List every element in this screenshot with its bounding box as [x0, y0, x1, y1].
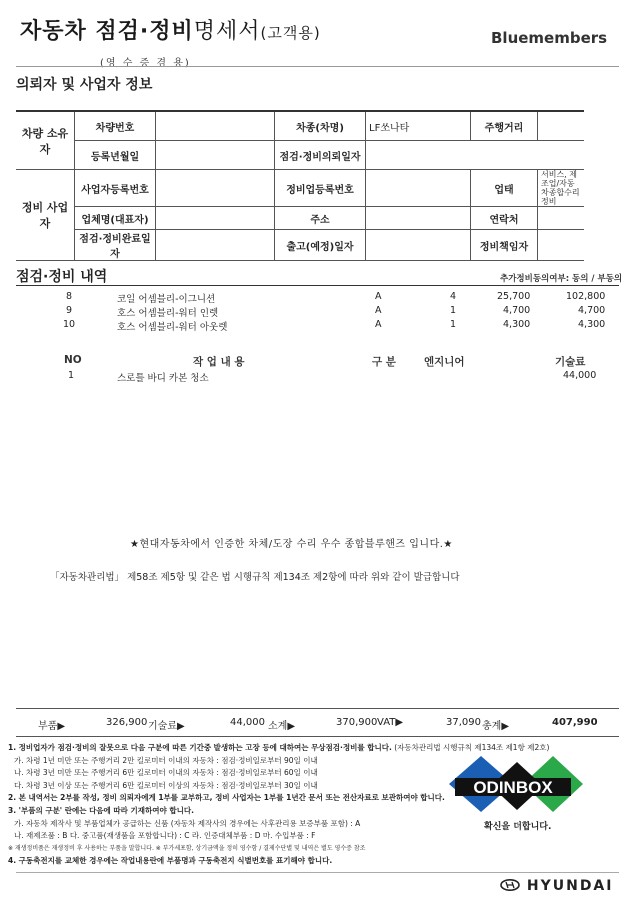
- stamp-name: ODINBOX: [473, 778, 553, 797]
- address-value: [366, 207, 471, 230]
- biz-type-label: 업태: [471, 170, 538, 207]
- grand-total: 407,990: [552, 717, 598, 728]
- stamp-slogan: 확신을 더합니다.: [484, 822, 552, 832]
- release-date-label: 출고(예정)일자: [275, 230, 366, 261]
- table-row: 8 코일 어셈블리-이그니션 A 4 25,700 102,800: [66, 291, 606, 305]
- contact-label: 연락처: [471, 207, 538, 230]
- work-divider: [16, 285, 619, 286]
- notes-divider: [16, 736, 619, 737]
- model-label: 차종(차명): [275, 111, 366, 141]
- maint-no-value: [366, 170, 471, 207]
- labor-header-row: NO 작 업 내 용 구 분 엔지니어 기술료: [64, 354, 586, 368]
- document-title: 자동차 점검·정비명세서(고객용): [20, 19, 321, 44]
- plate-value: [156, 111, 275, 141]
- footer-divider: [16, 872, 619, 873]
- totals-bar: 부품▶ 326,900 기술료▶ 44,000 소계▶ 370,900 VAT▶ 37,090 총계▶ 407,990: [38, 717, 598, 732]
- address-label: 주소: [275, 207, 366, 230]
- maint-no-label: 정비업등록번호: [275, 170, 366, 207]
- done-date-label: 점검·정비완료일자: [75, 230, 156, 261]
- manager-value: [538, 230, 585, 261]
- labor-total: 44,000: [230, 717, 265, 728]
- work-section-title: 점검·정비 내역: [16, 269, 108, 285]
- odinbox-stamp: [441, 756, 585, 832]
- hyundai-emblem-icon: [500, 879, 520, 891]
- model-value: LF쏘나타: [366, 111, 471, 141]
- table-row: 1 스로틀 바디 카본 청소 44,000: [68, 370, 597, 384]
- party-section-title: 의뢰자 및 사업자 정보: [16, 77, 153, 93]
- bluemembers-logo: Bluemembers: [491, 29, 608, 47]
- hyundai-logo: HYUNDAI: [500, 878, 613, 894]
- company-label: 업체명(대표자): [75, 207, 156, 230]
- odinbox-logo-icon: [441, 756, 585, 818]
- biz-no-value: [156, 170, 275, 207]
- footnotes: 1. 정비업자가 점검·정비의 잘못으로 다음 구분에 따른 기간중 발생하는 고장 등에 대하여는 무상점검·정비를 합니다. (자동차관리법 시행규칙 제134조 제1항 제2호) 가. 차령 1년 미만 또는 주행거리 2만 킬로미터 이내의 자동차 : 점검·정비일로부터 90일 이내 나. 차령 3년 미만 또는 주행거리 6만 킬로미터 이내의 자동차 : 점검·정비일로부터 60일 이내 다. 차령 3년 이상 또는 주행거리 6만 킬로미터 이상의 자동차 : 점검·정비일로부터 30일 이내 2. 본 내역서는 2부를 작성, 정비 의뢰자에게 1부를 교부하고, 정비 사업자는 1부를 1년간 문서 또는 전산자료로 보관하여야 합니다. 3. '부품의 구분' 란에는 다음에 따라 기재하여야 합니다. 가. 자동차 제작사 및 부품업체가 공급하는 신품 (자동차 제작사의 경우에는 사후관리용 보증부품 포함) : A 나. 재제조품 : B 다. 중고품(재생품을 포함합니다) : C 라. 인증대체부품 : D 마. 수입부품 : F ※ 재생정비품은 재생정비 후 사용하는 부품을 말합니다. ※ 부가세포함, 상기금액을 정히 영수함 / 결제수단별 및 내역은 별도 영수증 참조 4. 구동축전지를 교체한 경우에는 작업내용란에 부품명과 구동축전지 식별번호를 표기해야 합니다.: [8, 743, 550, 866]
- document-subtitle: (영 수 증 겸 용): [100, 58, 191, 69]
- mileage-label: 주행거리: [471, 111, 538, 141]
- owner-group-label: 차량 소유자: [16, 111, 75, 170]
- legal-statement: 「자동차관리법」 제58조 제5항 및 같은 법 시행규칙 제134조 제2항에 따라 위와 같이 발급합니다: [50, 572, 460, 583]
- vat: 37,090: [446, 717, 481, 728]
- company-value: [156, 207, 275, 230]
- done-date-value: [156, 230, 275, 261]
- reg-date-label: 등록년월일: [75, 141, 156, 170]
- plate-label: 차량번호: [75, 111, 156, 141]
- reg-date-value: [156, 141, 275, 170]
- totals-divider: [16, 708, 619, 709]
- request-date-label: 점검·정비의뢰일자: [275, 141, 366, 170]
- shop-group-label: 정비 사업자: [16, 170, 75, 261]
- table-row: 9 호스 어셈블리-워터 인렛 A 1 4,700 4,700: [66, 305, 606, 319]
- biz-no-label: 사업자등록번호: [75, 170, 156, 207]
- consent-text: 추가정비동의여부: 동의 / 부동의: [500, 274, 623, 284]
- certified-shop-notice: ★현대자동차에서 인증한 차체/도장 수리 우수 종합블루핸즈 입니다.★: [130, 539, 453, 550]
- header-divider: [16, 66, 619, 67]
- mileage-value: [538, 111, 585, 141]
- release-date-value: [366, 230, 471, 261]
- table-row: 10 호스 어셈블리-워터 아웃렛 A 1 4,300 4,300: [63, 319, 606, 333]
- manager-label: 정비책임자: [471, 230, 538, 261]
- request-date-value: [366, 141, 585, 170]
- party-info-table: [16, 110, 584, 261]
- biz-type-value: 서비스, 제조업/자동차종합수리정비: [538, 170, 585, 207]
- parts-total: 326,900: [106, 717, 148, 728]
- subtotal: 370,900: [336, 717, 378, 728]
- contact-value: [538, 207, 585, 230]
